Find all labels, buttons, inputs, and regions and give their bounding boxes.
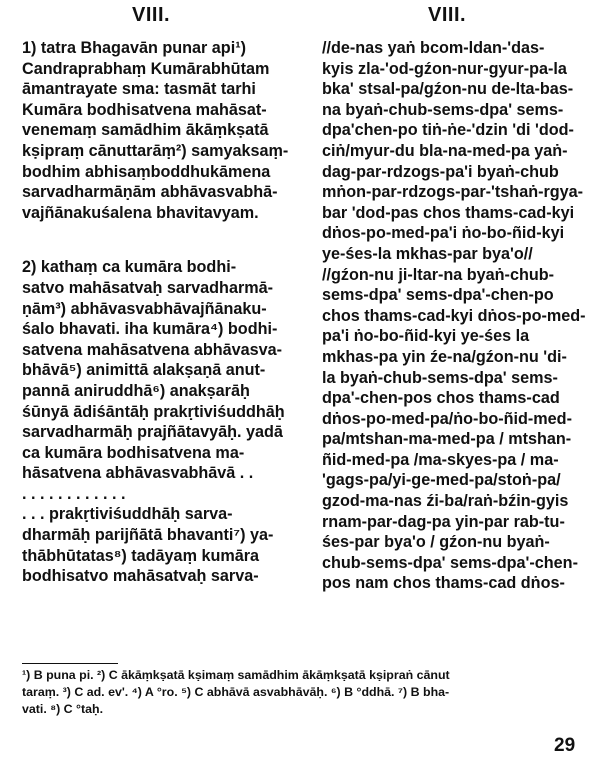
text-line: chub-sems-dpa' sems-dpa'-chen- [322,553,578,572]
text-line: vajñānakuśalena bhavitavyam. [22,203,259,222]
text-line: ye-śes-la mkhas-par bya'o// [322,244,533,263]
text-line: . . . . . . . . . . . . [22,484,126,503]
text-line: Kumāra bodhisatvena mahāsat- [22,100,267,119]
text-line: dṅos-po-med-pa/ṅo-bo-ñid-med- [322,409,572,428]
footnote-line: taraṃ. ³) C ad. ev'. ⁴) A °ro. ⁵) C abhāvā asvabhāvāḥ. ⁶) B °ddhā. ⁷) B bha- [22,685,450,699]
text-line: bodhisatvo mahāsatvaḥ sarva- [22,567,259,586]
footnote-line: ¹) B puna pi. ²) C ākāṃkṣatā kṣimaṃ samādhim ākāṃkṣatā kṣipraṅ cānut [22,668,450,682]
text-line: hāsatvena abhāvasvabhāvā . . [22,464,254,483]
text-line: . . . prakṛtiviśuddhāḥ sarva- [22,505,233,524]
footnote-rule [22,663,118,664]
text-line: dharmāḥ parijñātā bhavanti⁷) ya- [22,526,274,545]
text-line: sarvadharmāṇām abhāvasvabhā- [22,183,278,202]
footnotes [22,667,588,718]
text-line: śes-par bya'o / gźon-nu byaṅ- [322,533,550,552]
text-line: sems-dpa' sems-dpa'-chen-po [322,286,554,305]
text-line: gzod-ma-nas źi-ba/raṅ-bźin-gyis [322,492,569,511]
text-line: bhāvā⁵) animittā alakṣaṇā anut- [22,361,266,380]
text-line: sarvadharmāḥ prajñātavyāḥ. yadā [22,423,283,442]
text-line: pannā aniruddhā⁶) anakṣarāḥ [22,381,250,400]
text-line: ciṅ/myur-du bla-na-med-pa yaṅ- [322,141,568,160]
text-line: 1) tatra Bhagavān punar api¹) [22,39,246,57]
text-line: dṅos-po-med-pa'i ṅo-bo-ñid-kyi [322,224,565,243]
text-line: ca kumāra bodhisatvena ma- [22,443,245,462]
footnote-line: vati. ⁸) C °taḥ. [22,702,104,716]
header-right: VIII. [428,4,467,26]
text-line: mṅon-par-rdzogs-par-'tshaṅ-rgya- [322,183,584,202]
text-line: pa'i ṅo-bo-ñid-kyi ye-śes la [322,327,530,346]
text-line: 'gags-pa/yi-ge-med-pa/stoṅ-pa/ [322,471,561,490]
text-line: satvena mahāsatvena abhāvasva- [22,340,283,359]
text-line: 2) kathaṃ ca kumāra bodhi- [22,258,237,277]
text-line: la byaṅ-chub-sems-dpa' sems- [322,368,558,387]
text-line: kṣipraṃ cānuttarāṃ²) samyaksaṃ- [22,141,289,160]
text-line: bodhim abhisaṃboddhukāmena [22,162,271,181]
text-line: chos thams-cad-kyi dṅos-po-med- [322,306,586,325]
text-line: āmantrayate sma: tasmāt tarhi [22,80,256,99]
sanskrit-column [22,38,292,587]
text-line: rnam-par-dag-pa yin-par rab-tu- [322,512,565,531]
text-line: dag-par-rdzogs-pa'i byaṅ-chub [322,162,559,181]
text-line: Candraprabhaṃ Kumārabhūtam [22,59,270,78]
paragraph-gap [22,223,292,257]
text-line: venemaṃ samādhim ākāṃkṣatā [22,121,269,140]
text-line: pa/mtshan-ma-med-pa / mtshan- [322,430,572,449]
sanskrit-paragraph-2 [22,257,292,587]
text-line: śalo bhavati. iha kumāra⁴) bodhi- [22,320,278,339]
text-line: mkhas-pa yin źe-na/gźon-nu 'di- [322,347,567,366]
text-line: //gźon-nu ji-ltar-na byaṅ-chub- [322,265,554,284]
text-line: ṇām³) abhāvasvabhāvajñānaku- [22,299,267,318]
sanskrit-paragraph-1 [22,38,292,223]
text-line: dpa'chen-po tiṅ-ṅe-'dzin 'di 'dod- [322,121,574,140]
text-line: //de-nas yaṅ bcom-ldan-'das- [322,39,545,57]
text-line: satvo mahāsatvaḥ sarvadharmā- [22,278,274,297]
text-line: thābhūtatas⁸) tadāyaṃ kumāra [22,546,260,565]
text-line: bar 'dod-pas chos thams-cad-kyi [322,203,575,222]
text-line: na byaṅ-chub-sems-dpa' sems- [322,100,564,119]
text-line: kyis zla-'od-gźon-nur-gyur-pa-la [322,59,567,78]
tibetan-column [322,38,594,594]
text-line: śūnyā ādiśāntāḥ prakṛtiviśuddhāḥ [22,402,285,421]
text-line: pos nam chos thams-cad dṅos- [322,574,565,593]
text-line: bka' stsal-pa/gźon-nu de-lta-bas- [322,80,574,99]
text-line: ñid-med-pa /ma-skyes-pa / ma- [322,450,559,469]
text-line: dpa'-chen-pos chos thams-cad [322,389,560,408]
header-left: VIII. [132,4,171,26]
page-number: 29 [554,735,576,756]
